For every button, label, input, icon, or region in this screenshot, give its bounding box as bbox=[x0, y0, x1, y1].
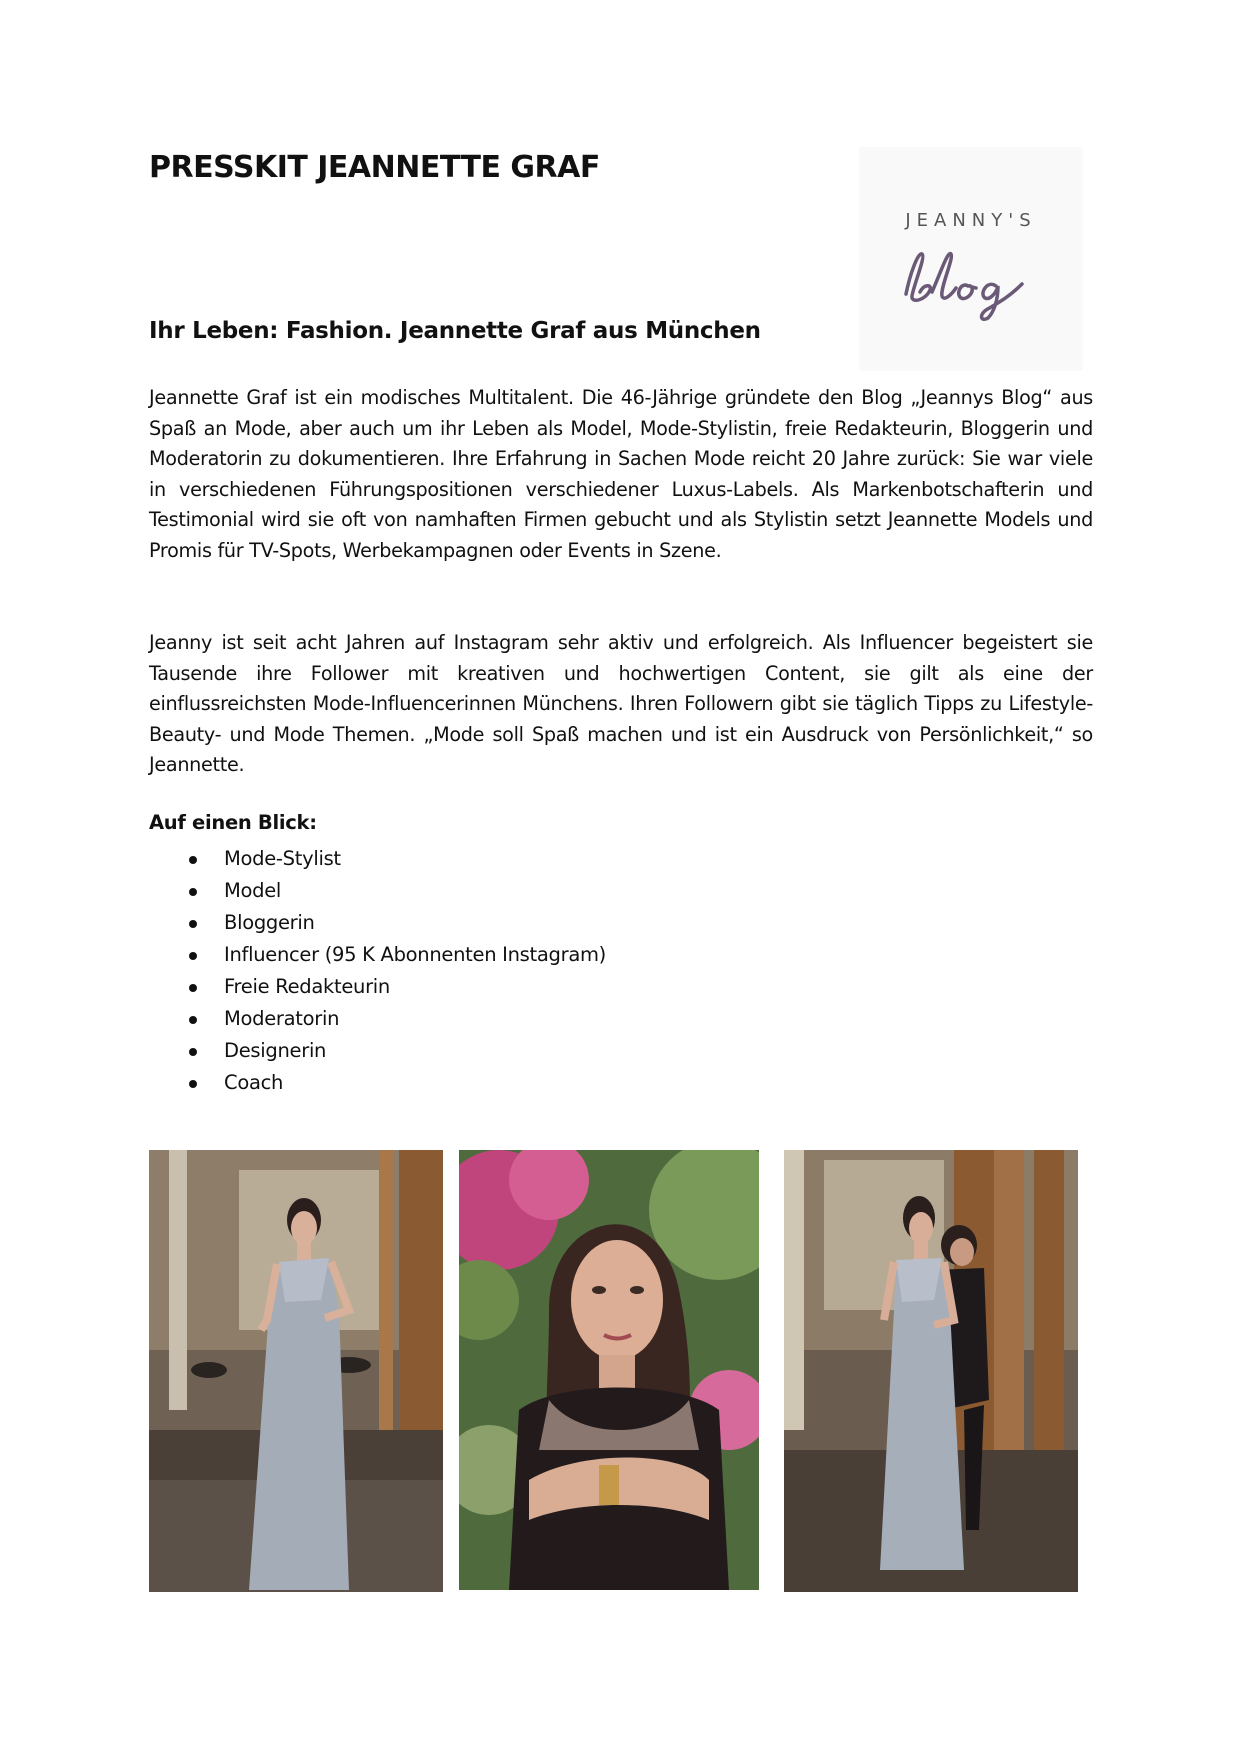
list-item-label: Model bbox=[224, 879, 282, 902]
bullet-icon bbox=[189, 1016, 197, 1024]
list-item-label: Bloggerin bbox=[224, 911, 315, 934]
photo-woman-portrait-flowers bbox=[459, 1150, 759, 1590]
list-item-label: Freie Redakteurin bbox=[224, 975, 390, 998]
list-item bbox=[149, 907, 606, 939]
list-item-label: Coach bbox=[224, 1071, 284, 1094]
list-item-label: Designerin bbox=[224, 1039, 327, 1062]
bullet-icon bbox=[189, 856, 197, 864]
instagram-paragraph: Jeanny ist seit acht Jahren auf Instagram sehr aktiv und erfolgreich. Als Influencer begeistert sie Tausende ihre Follower mit kreativen und hochwertigen Content, sie gilt als eine der einflussreichsten Mode-Influencerinnen Münchens. Ihren Followern gibt sie täglich Tipps zu Lifestyle- Beauty- und Mode Themen. „Mode soll Spaß machen und ist ein Ausdruck von Persönlichkeit,“ so Jeannette. bbox=[149, 631, 1093, 777]
bullet-icon bbox=[189, 920, 197, 928]
list-item bbox=[149, 939, 606, 971]
document-subtitle: Ihr Leben: Fashion. Jeannette Graf aus München bbox=[149, 318, 761, 344]
list-item bbox=[149, 1035, 606, 1067]
glance-list bbox=[149, 843, 606, 1099]
list-item bbox=[149, 1003, 606, 1035]
list-item-label: Influencer (95 K Abonnenten Instagram) bbox=[224, 943, 606, 966]
document-title: PRESSKIT JEANNETTE GRAF bbox=[149, 150, 600, 185]
jeannys-blog-logo bbox=[860, 148, 1082, 370]
logo-script-blog bbox=[896, 244, 1046, 324]
list-item bbox=[149, 875, 606, 907]
bullet-icon bbox=[189, 1048, 197, 1056]
list-item bbox=[149, 1067, 606, 1099]
list-item-label: Moderatorin bbox=[224, 1007, 340, 1030]
intro-paragraph: Jeannette Graf ist ein modisches Multitalent. Die 46-Jährige gründete den Blog „Jeannys Blog“ aus Spaß an Mode, aber auch um ihr Leben als Model, Mode-Stylistin, freie Redakteurin, Bloggerin und Moderatorin zu dokumentieren. Ihre Erfahrung in Sachen Mode reicht 20 Jahre zurück: Sie war viele in verschiedenen Führungspositionen verschiedener Luxus-Labels. Als Markenbotschafterin und Testimonial wird sie oft von namhaften Firmen gebucht und als Stylistin setzt Jeannette Models und Promis für TV-Spots, Werbekampagnen oder Events in Szene. bbox=[149, 386, 1093, 562]
bullet-icon bbox=[189, 1080, 197, 1088]
bullet-icon bbox=[189, 888, 197, 896]
bullet-icon bbox=[189, 984, 197, 992]
glance-heading: Auf einen Blick: bbox=[149, 811, 317, 834]
list-item-label: Mode-Stylist bbox=[224, 847, 341, 870]
photo-woman-grey-gown-restaurant bbox=[149, 1150, 443, 1592]
bullet-icon bbox=[189, 952, 197, 960]
list-item bbox=[149, 971, 606, 1003]
logo-top-text: JEANNY'S bbox=[905, 210, 1037, 231]
list-item bbox=[149, 843, 606, 875]
photo-woman-grey-gown-with-stylist bbox=[784, 1150, 1078, 1592]
